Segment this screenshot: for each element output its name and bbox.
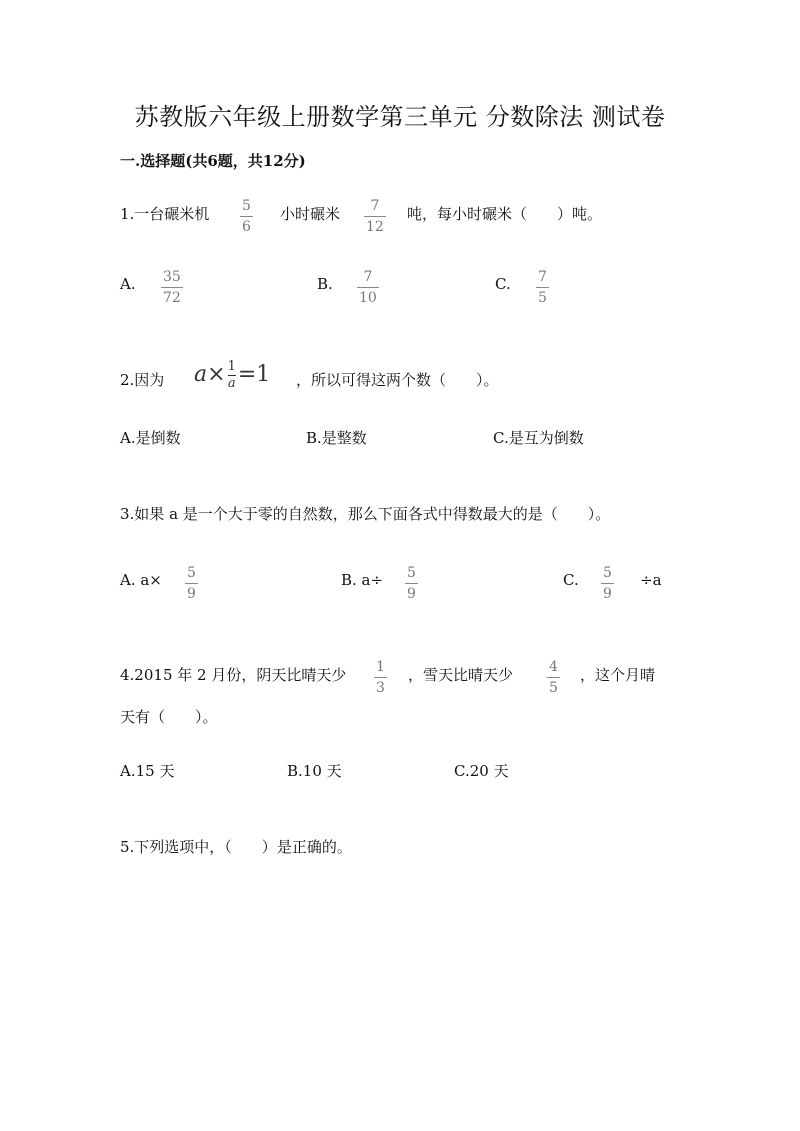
fraction-numerator: 5 <box>242 198 251 214</box>
question-1-option-c-label[interactable]: C. <box>495 275 511 293</box>
question-3-option-b-label[interactable]: B. a÷ <box>341 571 384 589</box>
question-3-option-b-fraction <box>405 566 418 601</box>
question-4-option-c[interactable]: C.20 天 <box>454 762 509 780</box>
question-3-option-a-fraction <box>185 566 198 601</box>
question-2-text-part1: 2.因为 <box>120 371 165 389</box>
fraction-denominator: 10 <box>359 290 377 306</box>
question-1-fraction-tons <box>364 199 386 234</box>
section-heading: 一.选择题(共6题，共12分) <box>120 152 306 170</box>
fraction-numerator: 7 <box>538 269 547 285</box>
question-4-text-part1: 4.2015 年 2 月份，阴天比晴天少 <box>120 666 347 684</box>
fraction-denominator: 72 <box>163 290 181 306</box>
question-4-text-line2: 天有（ ）。 <box>120 708 218 726</box>
question-1-option-b-label[interactable]: B. <box>317 275 333 293</box>
fraction-numerator: 7 <box>370 198 380 214</box>
fraction-denominator: 9 <box>407 586 416 602</box>
fraction-numerator: 1 <box>376 659 385 675</box>
fraction-denominator: 9 <box>603 586 612 602</box>
question-1-option-a-fraction <box>161 270 183 305</box>
question-4-option-a[interactable]: A.15 天 <box>120 762 175 780</box>
math-fraction <box>228 360 236 390</box>
question-1-option-b-fraction <box>357 270 379 305</box>
question-3-option-c-fraction <box>601 566 614 601</box>
fraction-numerator: 7 <box>363 269 373 285</box>
fraction-denominator: 12 <box>366 219 384 235</box>
question-2-option-c[interactable]: C.是互为倒数 <box>493 429 584 447</box>
fraction-denominator: 3 <box>376 680 385 696</box>
question-1-option-c-fraction <box>536 270 549 305</box>
fraction-numerator: 5 <box>407 565 416 581</box>
fraction-denominator: 5 <box>538 290 547 306</box>
fraction-numerator: 4 <box>549 659 558 675</box>
question-5-text: 5.下列选项中，（ ）是正确的。 <box>120 838 352 856</box>
question-3-option-a-label[interactable]: A. a× <box>120 571 162 589</box>
question-4-fraction-snowy <box>547 660 560 695</box>
question-1-fraction-hours <box>240 199 253 234</box>
question-2-option-a[interactable]: A.是倒数 <box>120 429 181 447</box>
question-4-text-part3: ，这个月晴 <box>580 666 656 684</box>
fraction-denominator: 9 <box>187 586 196 602</box>
fraction-denominator: 6 <box>242 219 251 235</box>
question-1-text-part2: 小时碾米 <box>280 205 341 223</box>
question-3-option-c-suffix: ÷a <box>640 571 662 589</box>
fraction-denominator: 5 <box>549 680 558 696</box>
page-title: 苏教版六年级上册数学第三单元 分数除法 测试卷 <box>134 103 666 131</box>
question-2-option-b[interactable]: B.是整数 <box>306 429 367 447</box>
fraction-numerator: 1 <box>227 359 236 374</box>
fraction-numerator: 5 <box>187 565 196 581</box>
equals-one: =1 <box>237 362 271 387</box>
fraction-numerator: 35 <box>163 269 181 285</box>
question-1-text-part3: 吨，每小时碾米（ ）吨。 <box>407 205 603 223</box>
fraction-numerator: 5 <box>603 565 612 581</box>
math-variable: a <box>194 362 208 387</box>
question-3-text: 3.如果 a 是一个大于零的自然数，那么下面各式中得数最大的是（ ）。 <box>120 505 611 523</box>
question-2-math-expression <box>194 360 270 390</box>
times-symbol: × <box>207 362 226 387</box>
question-4-option-b[interactable]: B.10 天 <box>287 762 342 780</box>
question-4-text-part2: ，雪天比晴天少 <box>408 666 514 684</box>
question-4-fraction-cloudy <box>374 660 387 695</box>
fraction-denominator: a <box>227 376 236 391</box>
question-1-text-part1: 1.一台碾米机 <box>120 205 210 223</box>
question-2-text-part2: ，所以可得这两个数（ ）。 <box>296 371 499 389</box>
question-3-option-c-label[interactable]: C. <box>563 571 579 589</box>
question-1-option-a-label[interactable]: A. <box>120 275 136 293</box>
